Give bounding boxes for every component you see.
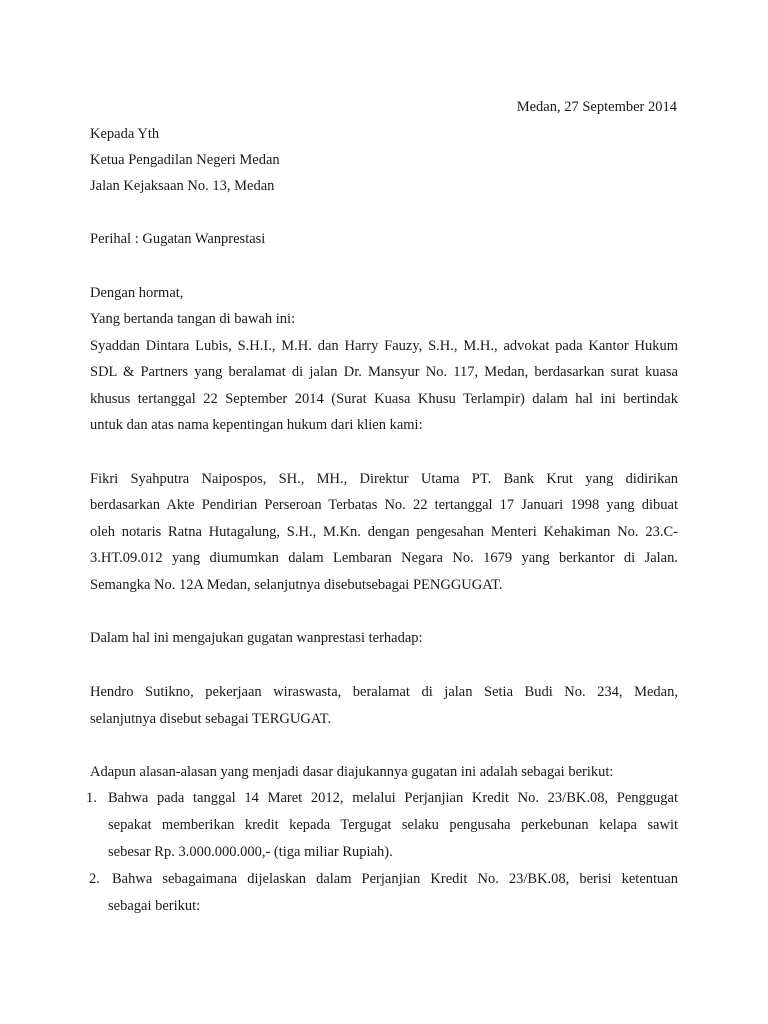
- list-item-2-line-1: Bahwa sebagaimana dijelaskan dalam Perjanjian Kredit No. 23/BK.08, berisi ketentuan: [112, 871, 678, 887]
- para2-line-4: 3.HT.09.012 yang diumumkan dalam Lembaran Negara No. 1679 yang berkantor di Jalan.: [90, 550, 678, 566]
- recipient-line-1: Kepada Yth: [90, 126, 160, 142]
- para4-line-1: Hendro Sutikno, pekerjaan wiraswasta, beralamat di jalan Setia Budi No. 234, Medan,: [90, 684, 678, 700]
- para3-line: Dalam hal ini mengajukan gugatan wanprestasi terhadap:: [90, 630, 423, 646]
- recipient-line-2: Ketua Pengadilan Negeri Medan: [90, 152, 280, 168]
- subject-line: Perihal : Gugatan Wanprestasi: [90, 231, 266, 247]
- para2-line-2: berdasarkan Akte Pendirian Perseroan Terbatas No. 22 tertanggal 17 Januari 1998 yang dibuat: [90, 497, 678, 513]
- para2-line-3: oleh notaris Ratna Hutagalung, S.H., M.Kn. dengan pengesahan Menteri Kehakiman No. 23.C-: [90, 524, 678, 540]
- para5-line: Adapun alasan-alasan yang menjadi dasar diajukannya gugatan ini adalah sebagai berikut:: [90, 764, 614, 780]
- list-item-2-line-2: sebagai berikut:: [108, 898, 201, 914]
- para2-line-1: Fikri Syahputra Naipospos, SH., MH., Direktur Utama PT. Bank Krut yang didirikan: [90, 471, 678, 487]
- list-item-2-number: 2.: [89, 871, 100, 887]
- recipient-line-3: Jalan Kejaksaan No. 13, Medan: [90, 178, 275, 194]
- para1-line-4: untuk dan atas nama kepentingan hukum dari klien kami:: [90, 417, 423, 433]
- para2-line-5: Semangka No. 12A Medan, selanjutnya disebutsebagai PENGGUGAT.: [90, 577, 503, 593]
- letter-date: Medan, 27 September 2014: [516, 99, 677, 115]
- list-item-1-number: 1.: [86, 790, 97, 806]
- para1-line-2: SDL & Partners yang beralamat di jalan Dr. Mansyur No. 117, Medan, berdasarkan surat kuasa: [90, 364, 678, 380]
- list-item-1-line-2: sepakat memberikan kredit kepada Tergugat selaku pengusaha perkebunan kelapa sawit: [108, 817, 678, 833]
- para1-line-3: khusus tertanggal 22 September 2014 (Surat Kuasa Khusu Terlampir) dalam hal ini bertindak: [90, 391, 678, 407]
- para4-line-2: selanjutnya disebut sebagai TERGUGAT.: [90, 711, 332, 727]
- list-item-1-line-3: sebesar Rp. 3.000.000.000,- (tiga miliar Rupiah).: [108, 844, 393, 860]
- salutation: Dengan hormat,: [90, 285, 184, 301]
- list-item-1-line-1: Bahwa pada tanggal 14 Maret 2012, melalui Perjanjian Kredit No. 23/BK.08, Penggugat: [108, 790, 678, 806]
- para1-line-1: Syaddan Dintara Lubis, S.H.I., M.H. dan Harry Fauzy, S.H., M.H., advokat pada Kantor Hukum: [90, 338, 678, 354]
- intro-line: Yang bertanda tangan di bawah ini:: [90, 311, 296, 327]
